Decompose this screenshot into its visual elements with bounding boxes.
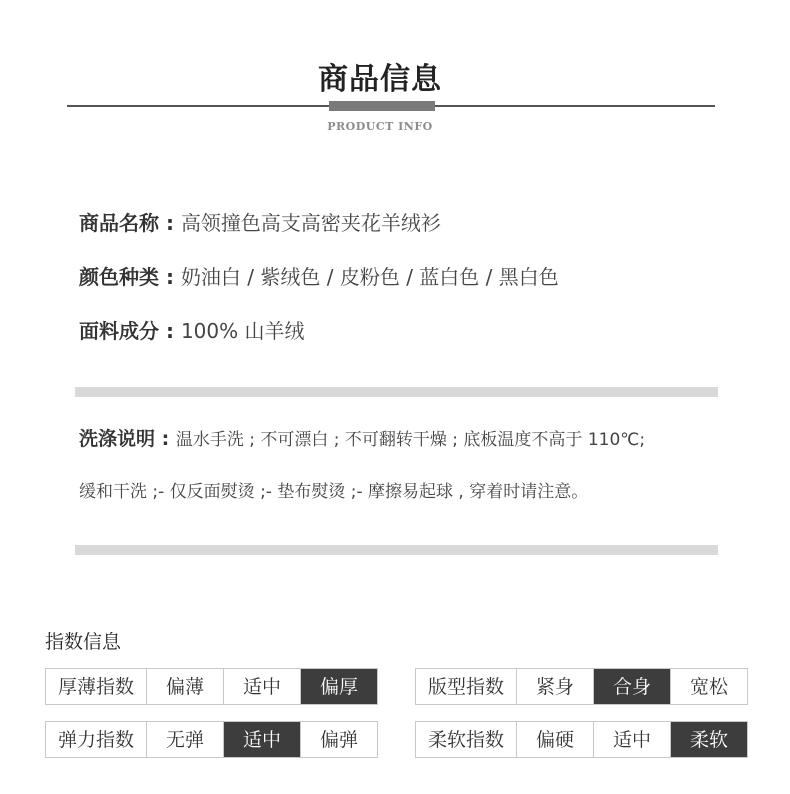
section-divider-top bbox=[75, 387, 718, 397]
index-table-thickness bbox=[45, 668, 378, 705]
product-name-value: 高领撞色高支高密夹花羊绒衫 bbox=[180, 211, 441, 235]
index-option: 偏弹 bbox=[301, 722, 378, 758]
washing-line-2 bbox=[79, 477, 588, 502]
index-option: 紧身 bbox=[517, 669, 594, 705]
index-section-title: 指数信息 bbox=[45, 631, 122, 653]
index-label: 弹力指数 bbox=[46, 722, 147, 758]
washing-line-1 bbox=[79, 424, 645, 451]
index-label: 厚薄指数 bbox=[46, 669, 147, 705]
fabric-value: 100% 山羊绒 bbox=[180, 319, 305, 343]
title-divider-accent bbox=[329, 101, 435, 111]
washing-text-1: 温水手洗 ; 不可漂白 ; 不可翻转干燥 ; 底板温度不高于 110℃; bbox=[175, 430, 646, 450]
index-option-selected: 柔软 bbox=[671, 722, 748, 758]
product-name-row bbox=[79, 207, 441, 236]
index-option: 偏薄 bbox=[147, 669, 224, 705]
index-option-selected: 偏厚 bbox=[301, 669, 378, 705]
washing-text-2: 缓和干洗 ;- 仅反面熨烫 ;- 垫布熨烫 ;- 摩擦易起球 , 穿着时请注意。 bbox=[79, 482, 589, 502]
index-option: 偏硬 bbox=[517, 722, 594, 758]
fabric-label: 面料成分 : bbox=[79, 319, 181, 343]
index-option: 适中 bbox=[594, 722, 671, 758]
index-table-fit bbox=[415, 668, 748, 705]
page-title: 商品信息 bbox=[318, 62, 442, 97]
color-options-label: 颜色种类 : bbox=[79, 265, 181, 289]
index-option: 无弹 bbox=[147, 722, 224, 758]
page-subtitle: PRODUCT INFO bbox=[327, 120, 433, 133]
product-name-label: 商品名称 : bbox=[79, 211, 181, 235]
fabric-row bbox=[79, 315, 304, 344]
color-options-row bbox=[79, 261, 559, 290]
index-option: 宽松 bbox=[671, 669, 748, 705]
washing-label: 洗涤说明 : bbox=[79, 428, 176, 450]
index-table-elasticity bbox=[45, 721, 378, 758]
section-divider-bottom bbox=[75, 545, 718, 555]
index-table-softness bbox=[415, 721, 748, 758]
color-options-value: 奶油白 / 紫绒色 / 皮粉色 / 蓝白色 / 黑白色 bbox=[180, 265, 559, 289]
index-option: 适中 bbox=[224, 669, 301, 705]
index-label: 柔软指数 bbox=[416, 722, 517, 758]
index-label: 版型指数 bbox=[416, 669, 517, 705]
index-option-selected: 适中 bbox=[224, 722, 301, 758]
index-option-selected: 合身 bbox=[594, 669, 671, 705]
